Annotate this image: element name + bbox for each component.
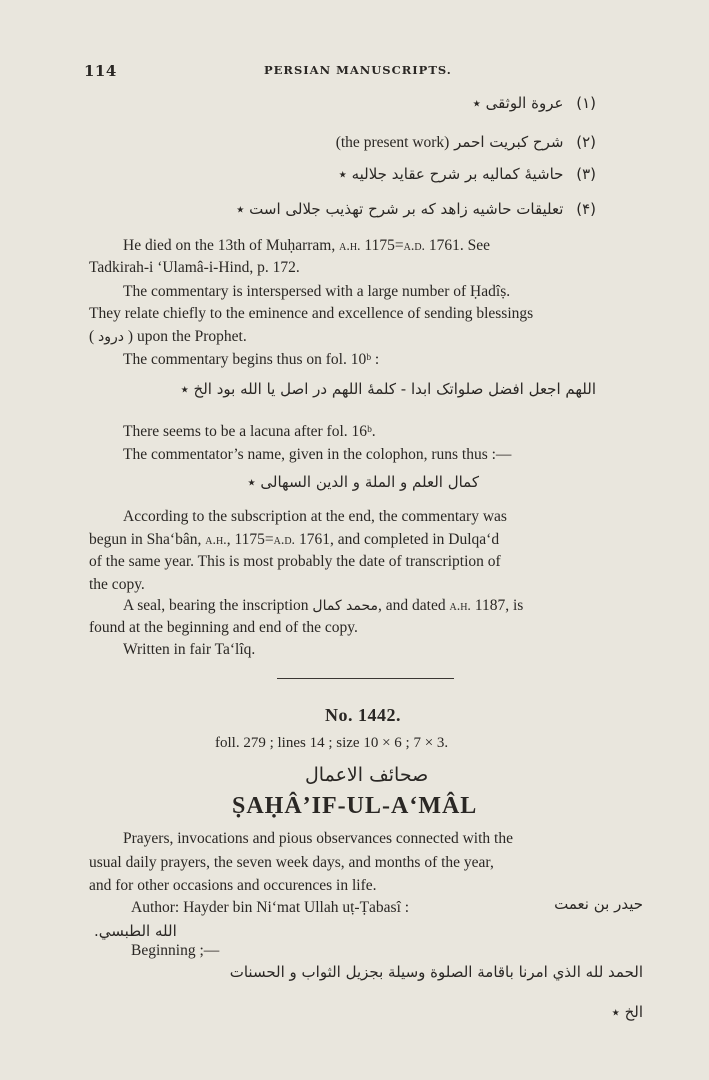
entry-title-english: ṢAḤÂ’IF-UL-A‘MÂL: [232, 793, 478, 819]
era-abbrev: a.d.: [403, 239, 426, 254]
running-title: PERSIAN MANUSCRIPTS.: [264, 63, 452, 77]
text-span: 1761, and completed in Dulqa‘d: [295, 531, 500, 548]
paragraph-line: of the same year. This is most probably the date of transcription of: [89, 553, 501, 570]
list-item: [473, 94, 596, 112]
paragraph-line: [89, 531, 499, 549]
beginning-label: Beginning ;—: [131, 942, 220, 959]
paragraph-line: usual daily prayers, the seven week days, and months of the year,: [89, 854, 494, 871]
paragraph-line: found at the beginning and end of the copy.: [89, 619, 358, 636]
list-item: [236, 200, 596, 218]
entry-title-arabic: صحائف الاعمال: [305, 764, 429, 786]
section-divider: [277, 678, 454, 679]
entry-number: No. 1442.: [325, 705, 401, 725]
list-number: (۲): [576, 133, 596, 151]
list-item: [332, 133, 596, 152]
arabic-quote: اللهم اجعل افضل صلواتک ابدا - کلمۀ اللهم در اصل یا الله بود الخ ٭: [180, 380, 596, 398]
paragraph-line: Written in fair Ta‘lîq.: [123, 641, 256, 658]
list-text-english: (the present work): [335, 134, 450, 151]
entry-folio-details: foll. 279 ; lines 14 ; size 10 × 6 ; 7 × 3.: [215, 735, 449, 751]
paragraph-line: There seems to be a lacuna after fol. 16ᵇ.: [123, 423, 376, 440]
beginning-arabic: الحمد لله الذي امرنا باقامة الصلوة وسيلة بجزيل الثواب و الحسنات: [229, 963, 643, 981]
paragraph-line: The commentary begins thus on fol. 10ᵇ :: [123, 351, 380, 368]
era-abbrev: a.d.: [273, 533, 296, 548]
paragraph-line: [123, 597, 523, 615]
paragraph-line: and for other occasions and occurences in life.: [89, 877, 377, 894]
list-number: (۱): [576, 94, 596, 112]
paragraph-line: The commentator’s name, given in the colophon, runs thus :—: [123, 446, 512, 463]
text-span: , and dated: [378, 597, 450, 614]
list-text-arabic: تعلیقات حاشیه زاهد که بر شرح تهذیب جلالی است ٭: [236, 200, 564, 218]
text-span: 1187, is: [470, 597, 524, 614]
text-span: begun in Sha‘bân,: [89, 531, 206, 548]
era-abbrev: a.h.: [205, 533, 227, 548]
text-span: 1175=: [360, 237, 404, 254]
paragraph-line: Tadkirah-i ‘Ulamâ-i-Hind, p. 172.: [89, 259, 300, 276]
text-span: (: [89, 328, 99, 345]
text-span: ) upon the Prophet.: [124, 328, 247, 345]
paragraph-line: the copy.: [89, 576, 145, 593]
text-span: A seal, bearing the inscription: [123, 597, 313, 614]
beginning-arabic-end: الخ ٭: [611, 1003, 643, 1021]
author-arabic-continued: الله الطبسي.: [94, 922, 177, 940]
paragraph-line: The commentary is interspersed with a large number of Ḥadîṣ.: [123, 283, 511, 300]
list-text-arabic: شرح کبریت احمر: [454, 133, 564, 151]
list-text-arabic: عروة الوثقى ٭: [472, 94, 564, 112]
paragraph-line: [89, 328, 247, 346]
arabic-word: محمد کمال: [312, 598, 379, 614]
arabic-name: کمال العلم و الملة و الدین السهالی ٭: [247, 473, 479, 491]
text-span: , 1175=: [226, 531, 274, 548]
text-span: 1761. See: [425, 237, 491, 254]
paragraph-line: Prayers, invocations and pious observances connected with the: [123, 830, 513, 847]
paragraph-line: They relate chiefly to the eminence and excellence of sending blessings: [89, 305, 534, 322]
author-line: Author: Hayder bin Ni‘mat Ullah uṭ-Ṭabasî :: [131, 899, 410, 916]
list-number: (۳): [576, 165, 596, 183]
list-number: (۴): [576, 200, 596, 218]
author-arabic: حیدر بن نعمت: [554, 895, 643, 913]
list-item: [339, 165, 596, 183]
paragraph-line: [123, 237, 490, 255]
list-text-arabic: حاشیۀ کمالیه بر شرح عقاید جلالیه ٭: [338, 165, 564, 183]
arabic-word: درود: [98, 329, 125, 345]
paragraph-line: According to the subscription at the end, the commentary was: [123, 508, 507, 525]
page-number: 114: [84, 62, 117, 80]
era-abbrev: a.h.: [449, 599, 471, 614]
text-span: He died on the 13th of Muḥarram,: [123, 237, 340, 254]
era-abbrev: a.h.: [339, 239, 361, 254]
